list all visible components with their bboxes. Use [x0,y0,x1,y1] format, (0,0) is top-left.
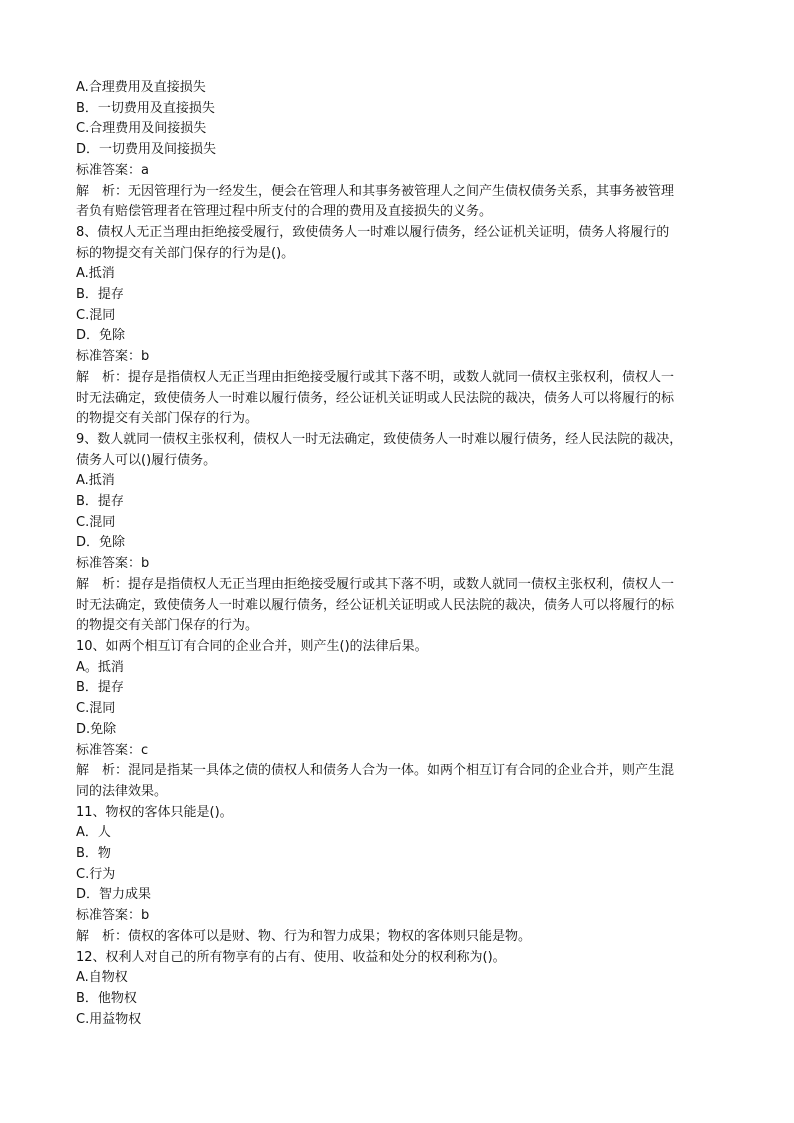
standard-answer: 标准答案：b [76,349,150,365]
option-a-text: A.抵消 [76,266,115,282]
document-page [76,78,724,1030]
option-a-text: A。抵消 [76,659,124,675]
standard-answer: 标准答案：b [76,556,150,572]
explanation-line: 的物提交有关部门保存的行为。 [76,618,259,634]
standard-answer: 标准答案：c [76,742,149,758]
explanation-line: 解 析：提存是指债权人无正当理由拒绝接受履行或其下落不明，或数人就同一债权主张权利，债权人一 [76,576,675,592]
option-c-text: C.混同 [76,307,116,323]
explanation-line: 时无法确定，致使债务人一时难以履行债务，经公证机关证明或人民法院的裁决，债务人可以将履行的标 [76,390,675,406]
option-c-text: C.行为 [76,866,116,882]
option-b-text: B．物 [76,846,111,862]
explanation-line: 时无法确定，致使债务人一时难以履行债务，经公证机关证明或人民法院的裁决，债务人可以将履行的标 [76,597,675,613]
question-10-line: 10、如两个相互订有合同的企业合并，则产生()的法律后果。 [76,638,428,654]
option-c-text: C.用益物权 [76,1011,142,1027]
question-11-line: 11、物权的客体只能是()。 [76,804,233,820]
option-c-text: C.混同 [76,701,116,717]
option-a-text: A．人 [76,825,111,841]
explanation-line: 的物提交有关部门保存的行为。 [76,411,259,427]
question-9-line: 9、数人就同一债权主张权利，债权人一时无法确定，致使债务人一时难以履行债务，经人民法院的裁决， [76,431,683,447]
option-d-text: D．智力成果 [76,887,152,903]
option-c-text: C.合理费用及间接损失 [76,121,207,137]
option-d-text: D．免除 [76,535,126,551]
option-b-text: B．一切费用及直接损失 [76,100,215,116]
question-8-line: 标的物提交有关部门保存的行为是()。 [76,245,295,261]
option-a-text: A.合理费用及直接损失 [76,80,206,95]
explanation-line: 者负有赔偿管理者在管理过程中所支付的合理的费用及直接损失的义务。 [76,204,493,220]
option-b-text: B．提存 [76,680,124,696]
option-d-text: D.免除 [76,721,117,737]
option-d-text: D．免除 [76,328,126,344]
question-8-line: 8、债权人无正当理由拒绝接受履行，致使债务人一时难以履行债务，经公证机关证明，债务人将履行的 [76,224,670,240]
option-b-text: B．提存 [76,287,124,303]
question-9-line: 债务人可以()履行债务。 [76,452,217,468]
explanation-line: 解 析：提存是指债权人无正当理由拒绝接受履行或其下落不明，或数人就同一债权主张权利，债权人一 [76,369,675,385]
option-d-text: D．一切费用及间接损失 [76,142,217,158]
option-b-text: B．提存 [76,494,124,510]
option-c-text: C.混同 [76,514,116,530]
explanation-line: 同的法律效果。 [76,783,168,799]
option-a-text: A.抵消 [76,473,115,489]
question-12-line: 12、权利人对自己的所有物享有的占有、使用、收益和处分的权利称为()。 [76,949,506,965]
option-b-text: B．他物权 [76,990,137,1006]
explanation-line: 解 析：混同是指某一具体之债的债权人和债务人合为一体。如两个相互订有合同的企业合并，则产生混 [76,763,675,779]
explanation-line: 解 析：债权的客体可以是财、物、行为和智力成果；物权的客体则只能是物。 [76,928,532,944]
standard-answer: 标准答案：a [76,162,149,178]
standard-answer: 标准答案：b [76,908,150,924]
option-a-text: A.自物权 [76,970,128,986]
explanation-line: 解 析：无因管理行为一经发生，便会在管理人和其事务被管理人之间产生债权债务关系，其事务被管理 [76,183,675,199]
